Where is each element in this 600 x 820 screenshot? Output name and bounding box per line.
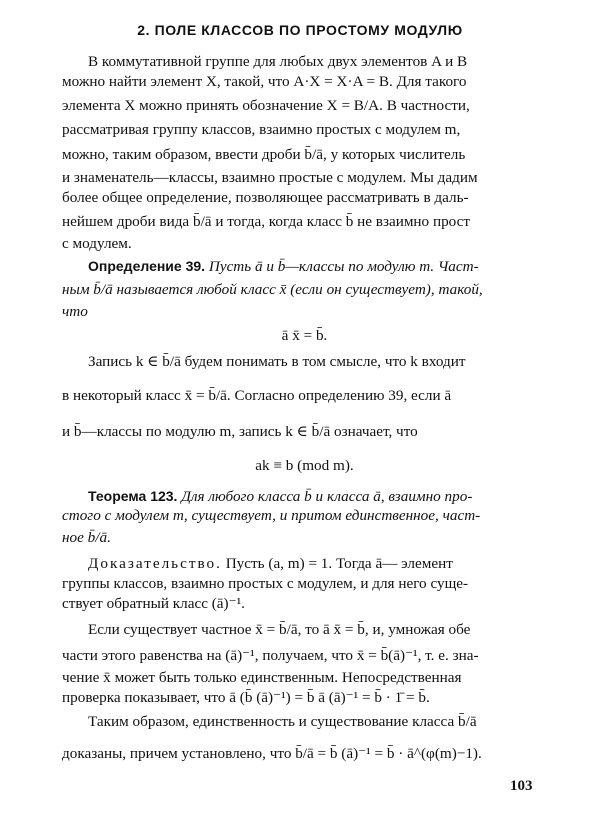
intro-line-6: и знаменатель—классы, взаимно простые с модулем. Мы дадим — [62, 169, 478, 186]
record-line-2: в некоторый класс x̄ = b̄/ā. Согласно определению 39, если ā — [62, 387, 452, 404]
proof-line-5: части этого равенства на (ā)⁻¹, получаем, что x̄ = b̄(ā)⁻¹, т. е. зна- — [62, 647, 479, 664]
record-line-3: и b̄—классы по модулю m, запись k ∈ b̄/ā означает, что — [62, 423, 418, 440]
theorem-text-1: Для любого класса b̄ и класса ā, взаимно про- — [181, 488, 473, 505]
intro-line-4: рассматривая группу классов, взаимно простых с модулем m, — [62, 121, 461, 138]
definition-line-1 — [62, 256, 573, 277]
record-line-1: Запись k ∈ b̄/ā будем понимать в том смысле, что k входит — [88, 353, 466, 370]
proof-line-1 — [62, 554, 573, 574]
record-formula: ak ≡ b (mod m). — [255, 457, 354, 474]
section-heading: 2. ПОЛЕ КЛАССОВ ПО ПРОСТОМУ МОДУЛЮ — [137, 22, 463, 38]
proof-line-7: проверка показывает, что ā (b̄ (ā)⁻¹) = b̄ ā (ā)⁻¹ = b̄ · 1̄ = b̄. — [62, 689, 430, 706]
proof-text-1: Пусть (a, m) = 1. Тогда ā— элемент — [225, 555, 453, 572]
intro-line-2: можно найти элемент X, такой, что A·X = X·A = B. Для такого — [62, 73, 467, 90]
theorem-line-1 — [62, 486, 573, 507]
definition-line-2: ным b̄/ā называется любой класс x̄ (если он существует), такой, — [62, 281, 483, 298]
page-number: 103 — [510, 778, 533, 794]
definition-label: Определение 39. — [88, 258, 206, 274]
intro-line-1: В коммутативной группе для любых двух элементов A и B — [88, 53, 468, 70]
proof-line-8: Таким образом, единственность и существование класса b̄/ā — [88, 713, 477, 730]
intro-line-7: более общее определение, позволяющее рассматривать в даль- — [62, 189, 469, 206]
proof-line-2: группы классов, взаимно простых с модулем, и для него суще- — [62, 575, 469, 592]
intro-line-5: можно, таким образом, ввести дроби b̄/ā, у которых числитель — [62, 146, 466, 163]
intro-line-3: элемента X можно принять обозначение X = B/A. В частности, — [62, 97, 470, 114]
proof-line-4: Если существует частное x̄ = b̄/ā, то ā x̄ = b̄, и, умножая обе — [88, 621, 471, 638]
intro-line-9: с модулем. — [62, 235, 132, 252]
definition-text-1: Пусть ā и b̄—классы по модулю m. Част- — [208, 258, 479, 275]
theorem-line-2: стого с модулем m, существует, и притом единственное, част- — [62, 507, 481, 524]
proof-line-9: доказаны, причем установлено, что b̄/ā = b̄ (ā)⁻¹ = b̄ · ā^(φ(m)−1). — [62, 745, 482, 762]
definition-formula: ā x̄ = b̄. — [281, 327, 328, 344]
definition-line-3: что — [62, 303, 88, 320]
proof-label: Доказательство. — [88, 555, 222, 572]
proof-line-6: чение x̄ может быть только единственным. Непосредственная — [62, 669, 462, 686]
proof-line-3: ствует обратный класс (ā)⁻¹. — [62, 595, 245, 612]
theorem-line-3: ное b̄/ā. — [62, 529, 111, 546]
theorem-label: Теорема 123. — [88, 488, 178, 504]
intro-line-8: нейшем дроби вида b̄/ā и тогда, когда класс b̄ не взаимно прост — [62, 213, 471, 230]
